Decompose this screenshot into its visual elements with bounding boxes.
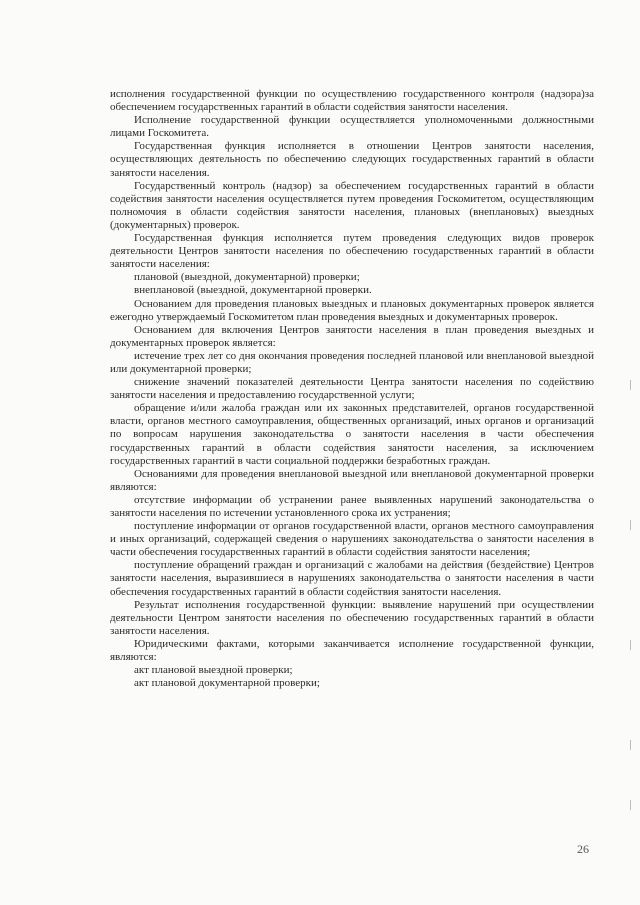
paragraph: плановой (выездной, документарной) проверки;	[134, 271, 360, 284]
paragraph: Государственная функция исполняется путем проведения следующих видов проверок деятельности Центров занятости населения по обеспечению государственных гарантий в области занятости населения:	[110, 232, 594, 271]
paragraph: Исполнение государственной функции осуществляется уполномоченными должностными лицами Госкомитета.	[110, 114, 594, 140]
paragraph: внеплановой (выездной, документарной проверки.	[134, 284, 372, 297]
paragraph: Государственный контроль (надзор) за обеспечением государственных гарантий в области содействия занятости населения осуществляется путем проведения Госкомитетом, осуществляющим полномочия в области содействия занятости населения, плановых (внеплановых) выездных (документарных) проверок.	[110, 179, 594, 231]
paragraph: Основанием для проведения плановых выездных и плановых документарных проверок является ежегодно утверждаемый Госкомитетом план проведения выездных и документарных проверок.	[110, 297, 594, 323]
paragraph: Основанием для включения Центров занятости населения в план проведения выездных и документарных проверок является:	[110, 323, 594, 349]
paragraph: Основаниями для проведения внеплановой выездной или внеплановой документарной проверки являются:	[110, 467, 594, 493]
paragraph: истечение трех лет со дня окончания проведения последней плановой или внеплановой выездной или документарной проверки;	[110, 349, 594, 375]
paragraph: Результат исполнения государственной функции: выявление нарушений при осуществлении деятельности Центром занятости населения по обеспечению государственных гарантий в области занятости населения.	[110, 598, 594, 637]
scan-mark	[630, 740, 631, 750]
paragraph: исполнения государственной функции по осуществлению государственного контроля (надзора)за обеспечением государственных гарантий в области содействия занятости населения.	[110, 88, 594, 114]
scan-mark	[630, 800, 631, 810]
paragraph: Юридическими фактами, которыми заканчивается исполнение государственной функции, являются:	[110, 637, 594, 664]
paragraph: поступление обращений граждан и организаций с жалобами на действия (бездействие) Центров занятости населения, выразившиеся в нарушениях законодательства о занятости населения в части обеспечения государственных гарантий в области содействия занятости населения.	[110, 559, 594, 598]
scan-mark	[630, 640, 631, 650]
paragraph: Государственная функция исполняется в отношении Центров занятости населения, осуществляющих деятельность по обеспечению следующих государственных гарантий в области занятости населения.	[110, 140, 594, 179]
paragraph: акт плановой выездной проверки;	[134, 664, 293, 677]
document-body	[110, 88, 594, 690]
paragraph: обращение и/или жалоба граждан или их законных представителей, органов государственной власти, органов местного самоуправления, общественных организаций, иных органов и организаций по вопросам нарушения законодательства о занятости населения в части обеспечения государственных гарантий в области содействия занятости населения, за исключением государственных гарантий в части социальной поддержки безработных граждан.	[110, 402, 594, 467]
paragraph: снижение значений показателей деятельности Центра занятости населения по содействию занятости населения и предоставлению государственной услуги;	[110, 376, 594, 402]
page-number: 26	[577, 842, 589, 856]
scan-mark	[630, 380, 631, 390]
paragraph: отсутствие информации об устранении ранее выявленных нарушений законодательства о занятости населения по истечении установленного срока их устранения;	[110, 493, 594, 519]
paragraph: поступление информации от органов государственной власти, органов местного самоуправления и иных организаций, содержащей сведения о нарушениях законодательства о занятости населения в части обеспечения государственных гарантий в области содействия занятости населения;	[110, 520, 594, 559]
paragraph: акт плановой документарной проверки;	[134, 677, 320, 690]
scan-mark	[630, 520, 631, 530]
